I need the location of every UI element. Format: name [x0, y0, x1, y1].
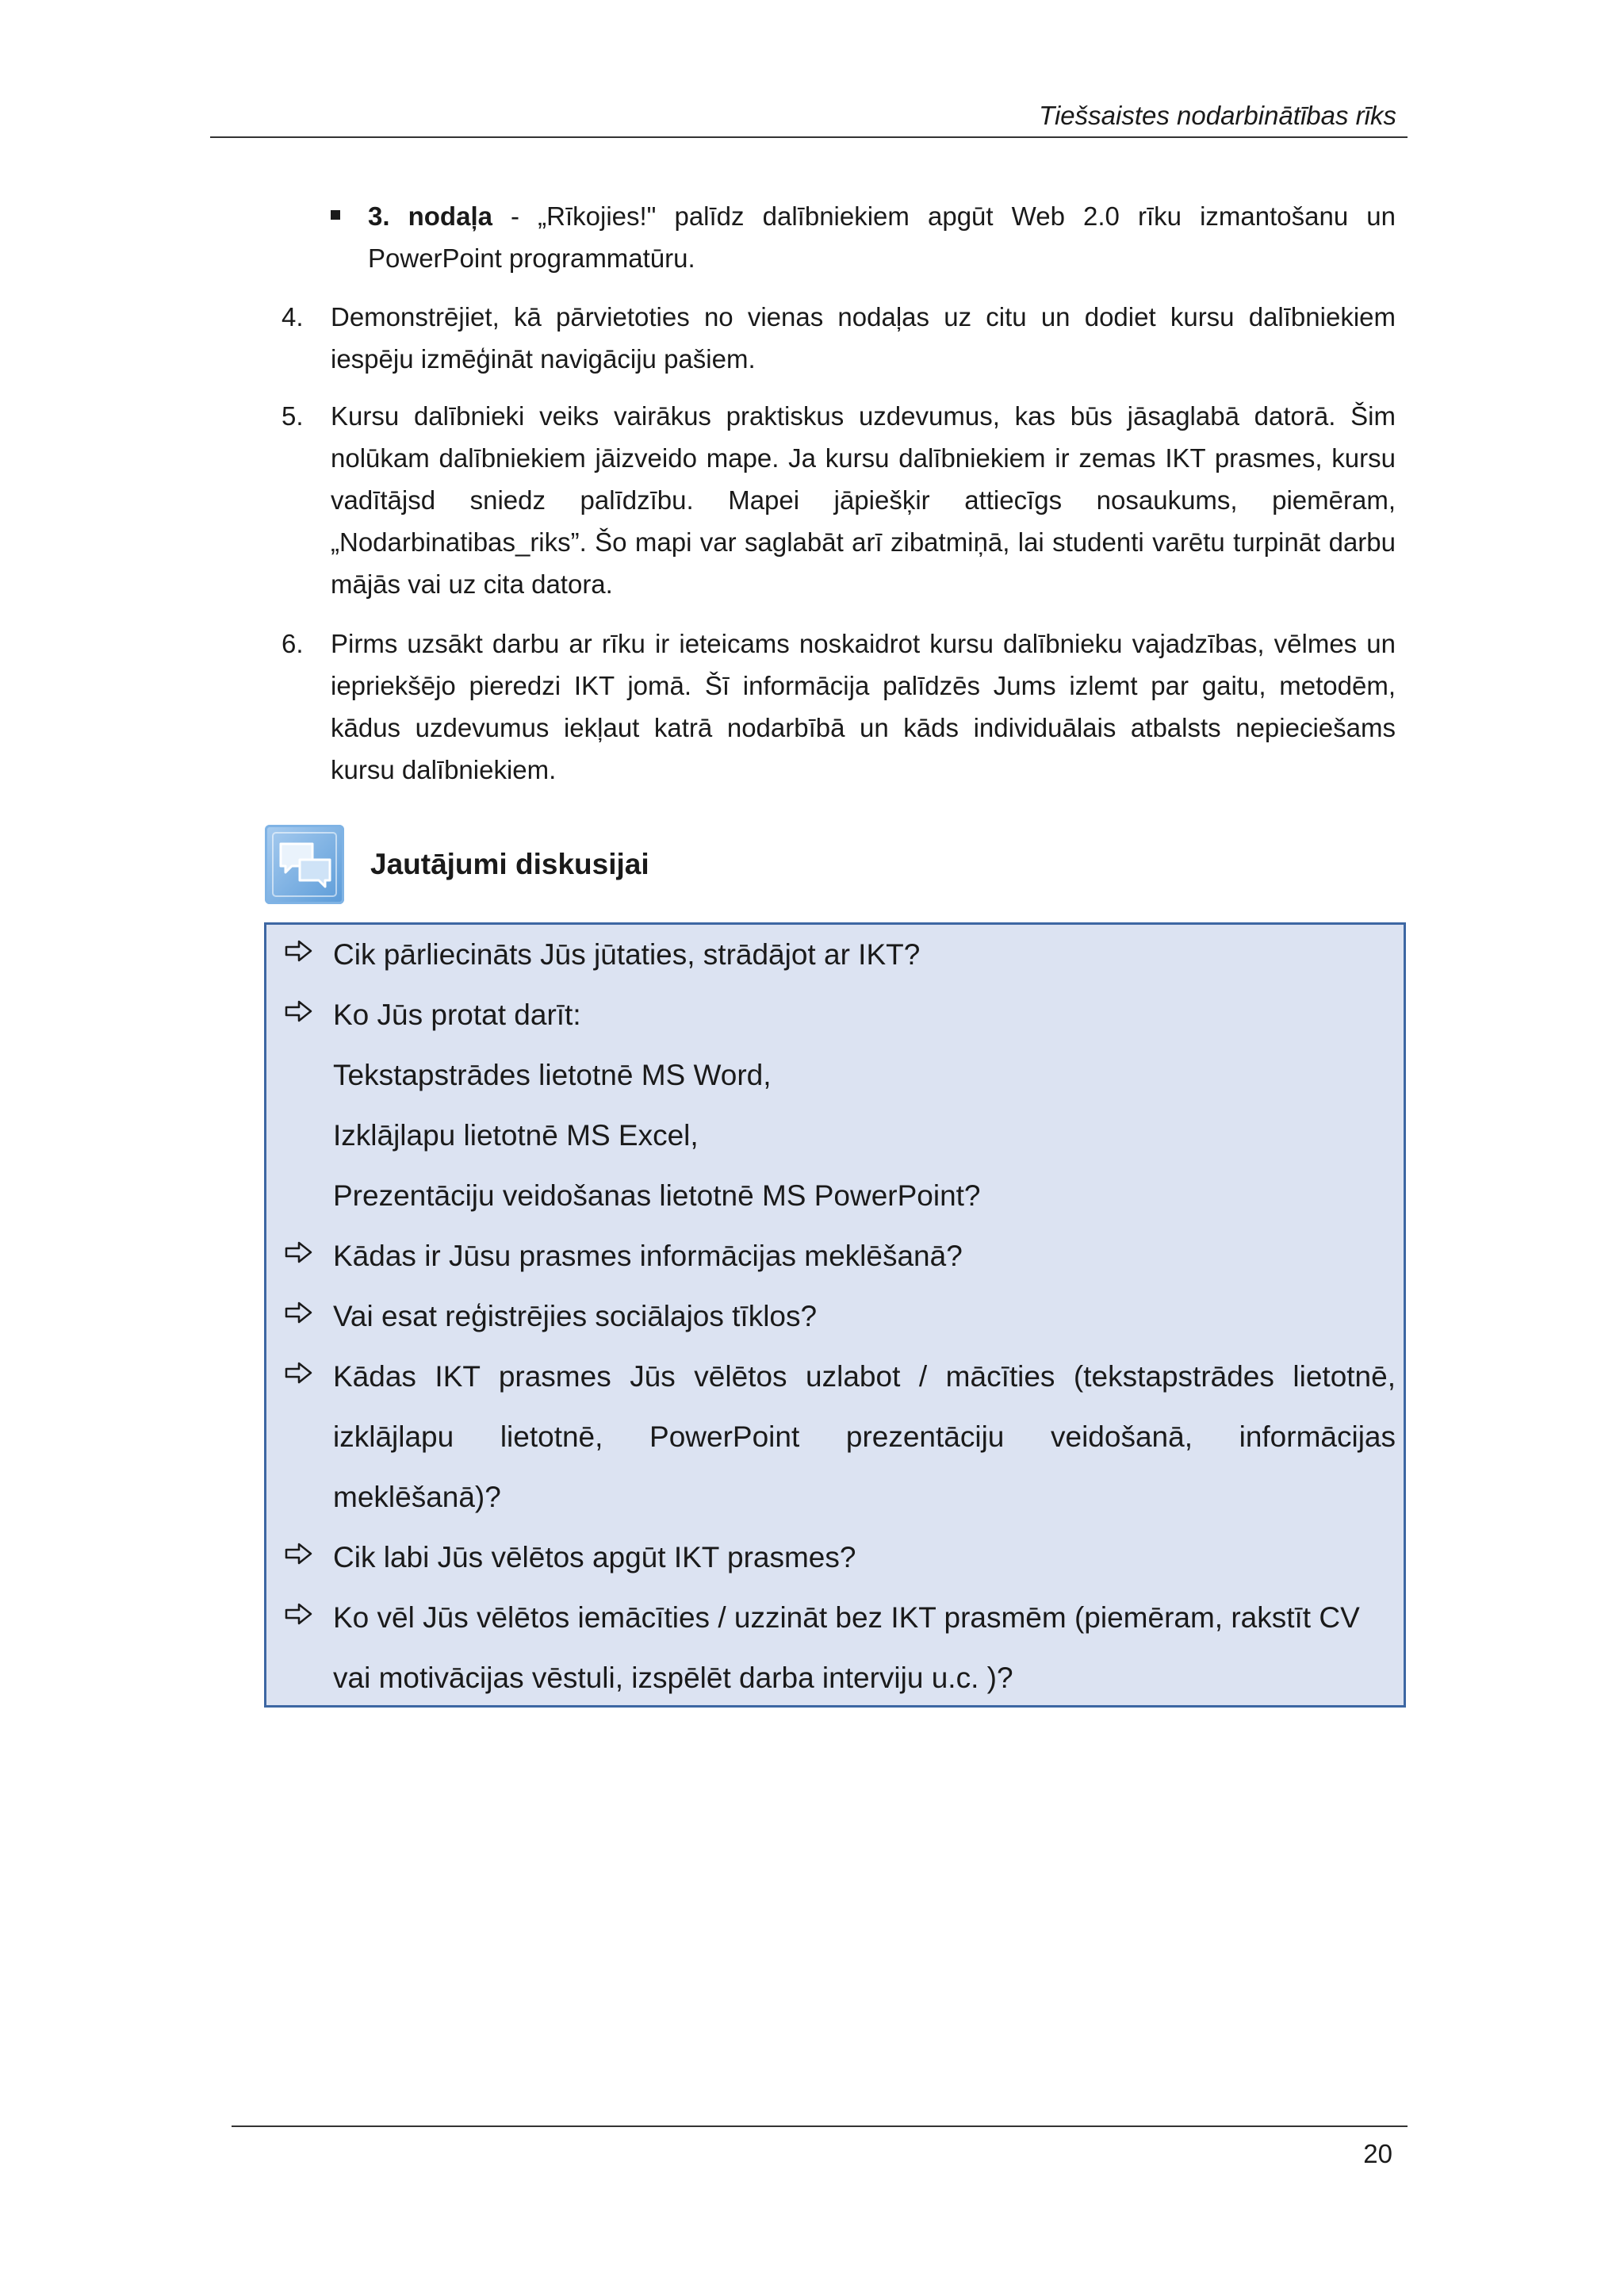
question-line-continued: izklājlapu lietotnē, PowerPoint prezentāciju veidošanā, informācijas — [333, 1420, 1396, 1453]
question-subline: Tekstapstrādes lietotnē MS Word, — [333, 1059, 772, 1091]
page-footer — [232, 2125, 1408, 2168]
arrow-right-icon — [285, 1542, 313, 1566]
bullet-text — [368, 195, 1396, 279]
question-subline: Izklājlapu lietotnē MS Excel, — [333, 1119, 699, 1152]
discussion-questions-box — [264, 922, 1406, 1708]
arrow-right-icon — [285, 999, 313, 1023]
arrow-right-icon — [285, 1240, 313, 1264]
item-text: Demonstrējiet, kā pārvietoties no vienas nodaļas uz citu un dodiet kursu dalībniekiem iespēju izmēģināt navigāciju pašiem. — [331, 302, 1396, 374]
item-text: Kursu dalībnieki veiks vairākus praktiskus uzdevumus, kas būs jāsaglabā datorā. Šim nolūkam dalībniekiem jāizveido mape. Ja kursu dalībniekiem ir zemas IKT prasmes, kursu vadītājsd sniedz palīdzību. Mapei jāpiešķir attiecīgs nosaukums, piemēram, „Nodarbinatibas_riks”. Šo mapi var saglabāt arī zibatmiņā, lai studenti varētu turpināt darbu mājās vai uz cita datora. — [331, 401, 1396, 599]
square-bullet-icon — [331, 210, 340, 220]
question-line: Cik labi Jūs vēlētos apgūt IKT prasmes? — [333, 1541, 856, 1573]
bullet-body: - „Rīkojies!" palīdz dalībniekiem apgūt Web 2.0 rīku izmantošanu un PowerPoint programmatūru. — [368, 201, 1396, 273]
question-line: Vai esat reģistrējies sociālajos tīklos? — [333, 1300, 818, 1332]
item-text: Pirms uzsākt darbu ar rīku ir ieteicams noskaidrot kursu dalībnieku vajadzības, vēlmes un iepriekšējo pieredzi IKT jomā. Šī informācija palīdzēs Jums izlemt par gaitu, metodēm, kādus uzdevumus iekļaut katrā nodarbībā un kāds individuālais atbalsts nepieciešams kursu dalībniekiem. — [331, 629, 1396, 784]
arrow-right-icon — [285, 1361, 313, 1385]
question-line-continued: vai motivācijas vēstuli, izspēlēt darba interviju u.c. )? — [333, 1662, 1013, 1694]
numbered-item-6 — [282, 623, 1396, 791]
question-line: Ko Jūs protat darīt: — [333, 999, 581, 1031]
discussion-heading: Jautājumi diskusijai — [370, 848, 649, 880]
question-line: Kādas ir Jūsu prasmes informācijas meklēšanā? — [333, 1240, 963, 1272]
question-line-continued: meklēšanā)? — [333, 1481, 501, 1513]
arrow-right-icon — [285, 1602, 313, 1626]
numbered-item-4 — [282, 296, 1396, 380]
question-line: Cik pārliecināts Jūs jūtaties, strādājot ar IKT? — [333, 938, 921, 971]
item-number: 4. — [282, 302, 304, 332]
page-header — [210, 100, 1408, 138]
item-number: 6. — [282, 629, 304, 658]
discussion-speech-bubbles-icon — [265, 825, 344, 904]
arrow-right-icon — [285, 1301, 313, 1324]
item-number: 5. — [282, 401, 304, 431]
page-number: 20 — [1363, 2139, 1392, 2168]
chapter-3-bullet — [325, 195, 1396, 279]
bullet-bold-part: 3. nodaļa — [368, 201, 492, 231]
question-subline: Prezentāciju veidošanas lietotnē MS PowerPoint? — [333, 1179, 981, 1212]
header-title: Tiešsaistes nodarbinātības rīks — [1039, 101, 1396, 130]
question-line: Ko vēl Jūs vēlētos iemācīties / uzzināt bez IKT prasmēm (piemēram, rakstīt CV — [333, 1601, 1360, 1634]
arrow-right-icon — [285, 939, 313, 963]
numbered-item-5 — [282, 395, 1396, 605]
question-line: Kādas IKT prasmes Jūs vēlētos uzlabot / mācīties (tekstapstrādes lietotnē, — [333, 1360, 1396, 1393]
